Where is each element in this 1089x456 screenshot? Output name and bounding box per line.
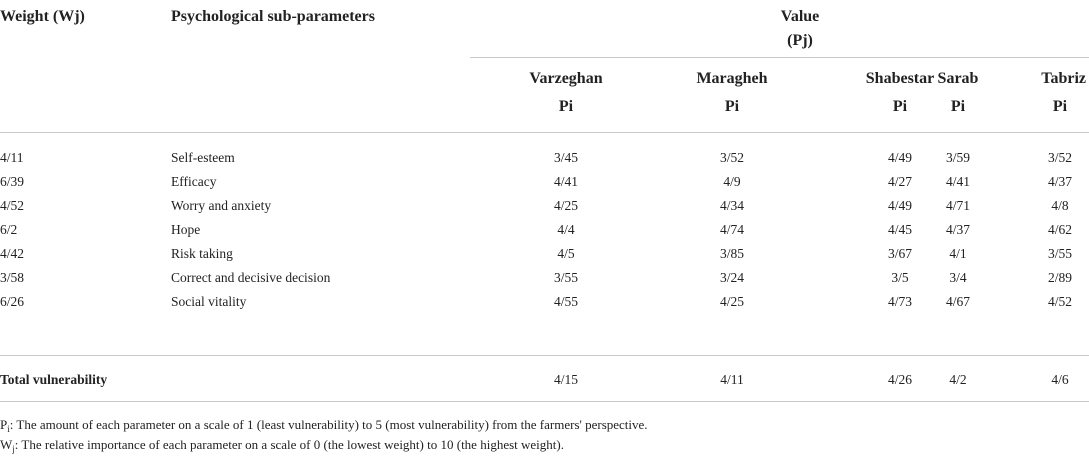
total-label: Total vulnerability [0,372,108,387]
row-value-tabriz: 4/52 [1047,294,1072,309]
row-value-tabriz: 2/89 [1047,270,1072,285]
row-value-maragheh: 4/9 [723,174,741,189]
row-value-maragheh: 3/24 [719,270,744,285]
row-value-varzeghan: 4/5 [557,246,575,261]
row-value-maragheh: 4/25 [719,294,744,309]
row-value-maragheh: 3/85 [719,246,744,261]
row-weight: 3/58 [0,270,25,285]
row-value-shabestar: 4/49 [887,150,912,165]
header-weight: Weight (Wj) [0,8,85,25]
total-top-rule [0,355,1089,356]
footnote-pi-symbol: P [0,417,8,432]
header-divider [470,57,1089,58]
footnote-pi-subscript: i [7,424,10,434]
row-parameter-name: Worry and anxiety [171,198,272,213]
header-bottom-rule [0,132,1089,133]
row-value-sarab: 3/4 [949,270,967,285]
row-parameter-name: Correct and decisive decision [171,270,331,285]
row-value-varzeghan: 4/25 [553,198,578,213]
footnote-pi [0,416,648,435]
row-weight: 6/2 [0,222,18,237]
row-value-shabestar: 3/5 [891,270,909,285]
row-weight: 6/26 [0,294,25,309]
row-value-sarab: 4/1 [949,246,967,261]
row-parameter-name: Risk taking [171,246,233,261]
total-value-shabestar: 4/26 [887,372,912,387]
footnote-wj-symbol: W [0,437,13,452]
footnote-pi-text: : The amount of each parameter on a scale of 1 (least vulnerability) to 5 (most vulnerability) from the farmers' perspective. [9,417,648,432]
row-weight: 4/11 [0,150,24,165]
row-weight: 4/52 [0,198,25,213]
row-value-sarab: 4/71 [945,198,970,213]
header-pi-shabestar: Pi [892,98,908,115]
row-value-shabestar: 4/45 [887,222,912,237]
row-value-sarab: 4/37 [945,222,970,237]
header-sub-parameters: Psychological sub-parameters [171,8,375,25]
header-value: Value [780,8,820,25]
row-value-shabestar: 3/67 [887,246,912,261]
row-value-maragheh: 3/52 [719,150,744,165]
row-value-shabestar: 4/49 [887,198,912,213]
row-value-maragheh: 4/34 [719,198,744,213]
row-parameter-name: Efficacy [171,174,217,189]
row-value-tabriz: 4/62 [1047,222,1072,237]
header-region-shabestar: Shabestar [865,70,935,87]
row-parameter-name: Self-esteem [171,150,235,165]
row-parameter-name: Social vitality [171,294,247,309]
row-value-varzeghan: 3/55 [553,270,578,285]
table-bottom-rule [0,401,1089,402]
row-value-tabriz: 3/55 [1047,246,1072,261]
header-value-unit: (Pj) [787,32,813,49]
row-value-sarab: 4/67 [945,294,970,309]
header-region-maragheh: Maragheh [696,70,768,87]
total-value-sarab: 4/2 [949,372,967,387]
row-value-sarab: 3/59 [945,150,970,165]
total-value-maragheh: 4/11 [720,372,744,387]
row-value-varzeghan: 4/55 [553,294,578,309]
row-weight: 6/39 [0,174,25,189]
row-value-tabriz: 4/37 [1047,174,1072,189]
header-pi-sarab: Pi [950,98,966,115]
footnote-wj-text: : The relative importance of each parameter on a scale of 0 (the lowest weight) to 10 (the highest weight). [14,437,564,452]
total-value-tabriz: 4/6 [1051,372,1069,387]
row-value-tabriz: 3/52 [1047,150,1072,165]
footnote-wj [0,436,564,455]
row-value-shabestar: 4/27 [887,174,912,189]
header-pi-varzeghan: Pi [558,98,574,115]
row-value-varzeghan: 3/45 [553,150,578,165]
footnote-wj-subscript: j [12,444,15,454]
header-pi-maragheh: Pi [724,98,740,115]
row-value-shabestar: 4/73 [887,294,912,309]
row-parameter-name: Hope [171,222,201,237]
header-region-tabriz: Tabriz [1041,70,1086,87]
row-value-varzeghan: 4/41 [553,174,578,189]
row-weight: 4/42 [0,246,25,261]
row-value-maragheh: 4/74 [719,222,744,237]
row-value-varzeghan: 4/4 [557,222,575,237]
header-region-sarab: Sarab [937,70,979,87]
header-pi-tabriz: Pi [1052,98,1068,115]
total-value-varzeghan: 4/15 [553,372,578,387]
row-value-tabriz: 4/8 [1051,198,1069,213]
header-region-varzeghan: Varzeghan [529,70,603,87]
row-value-sarab: 4/41 [945,174,970,189]
